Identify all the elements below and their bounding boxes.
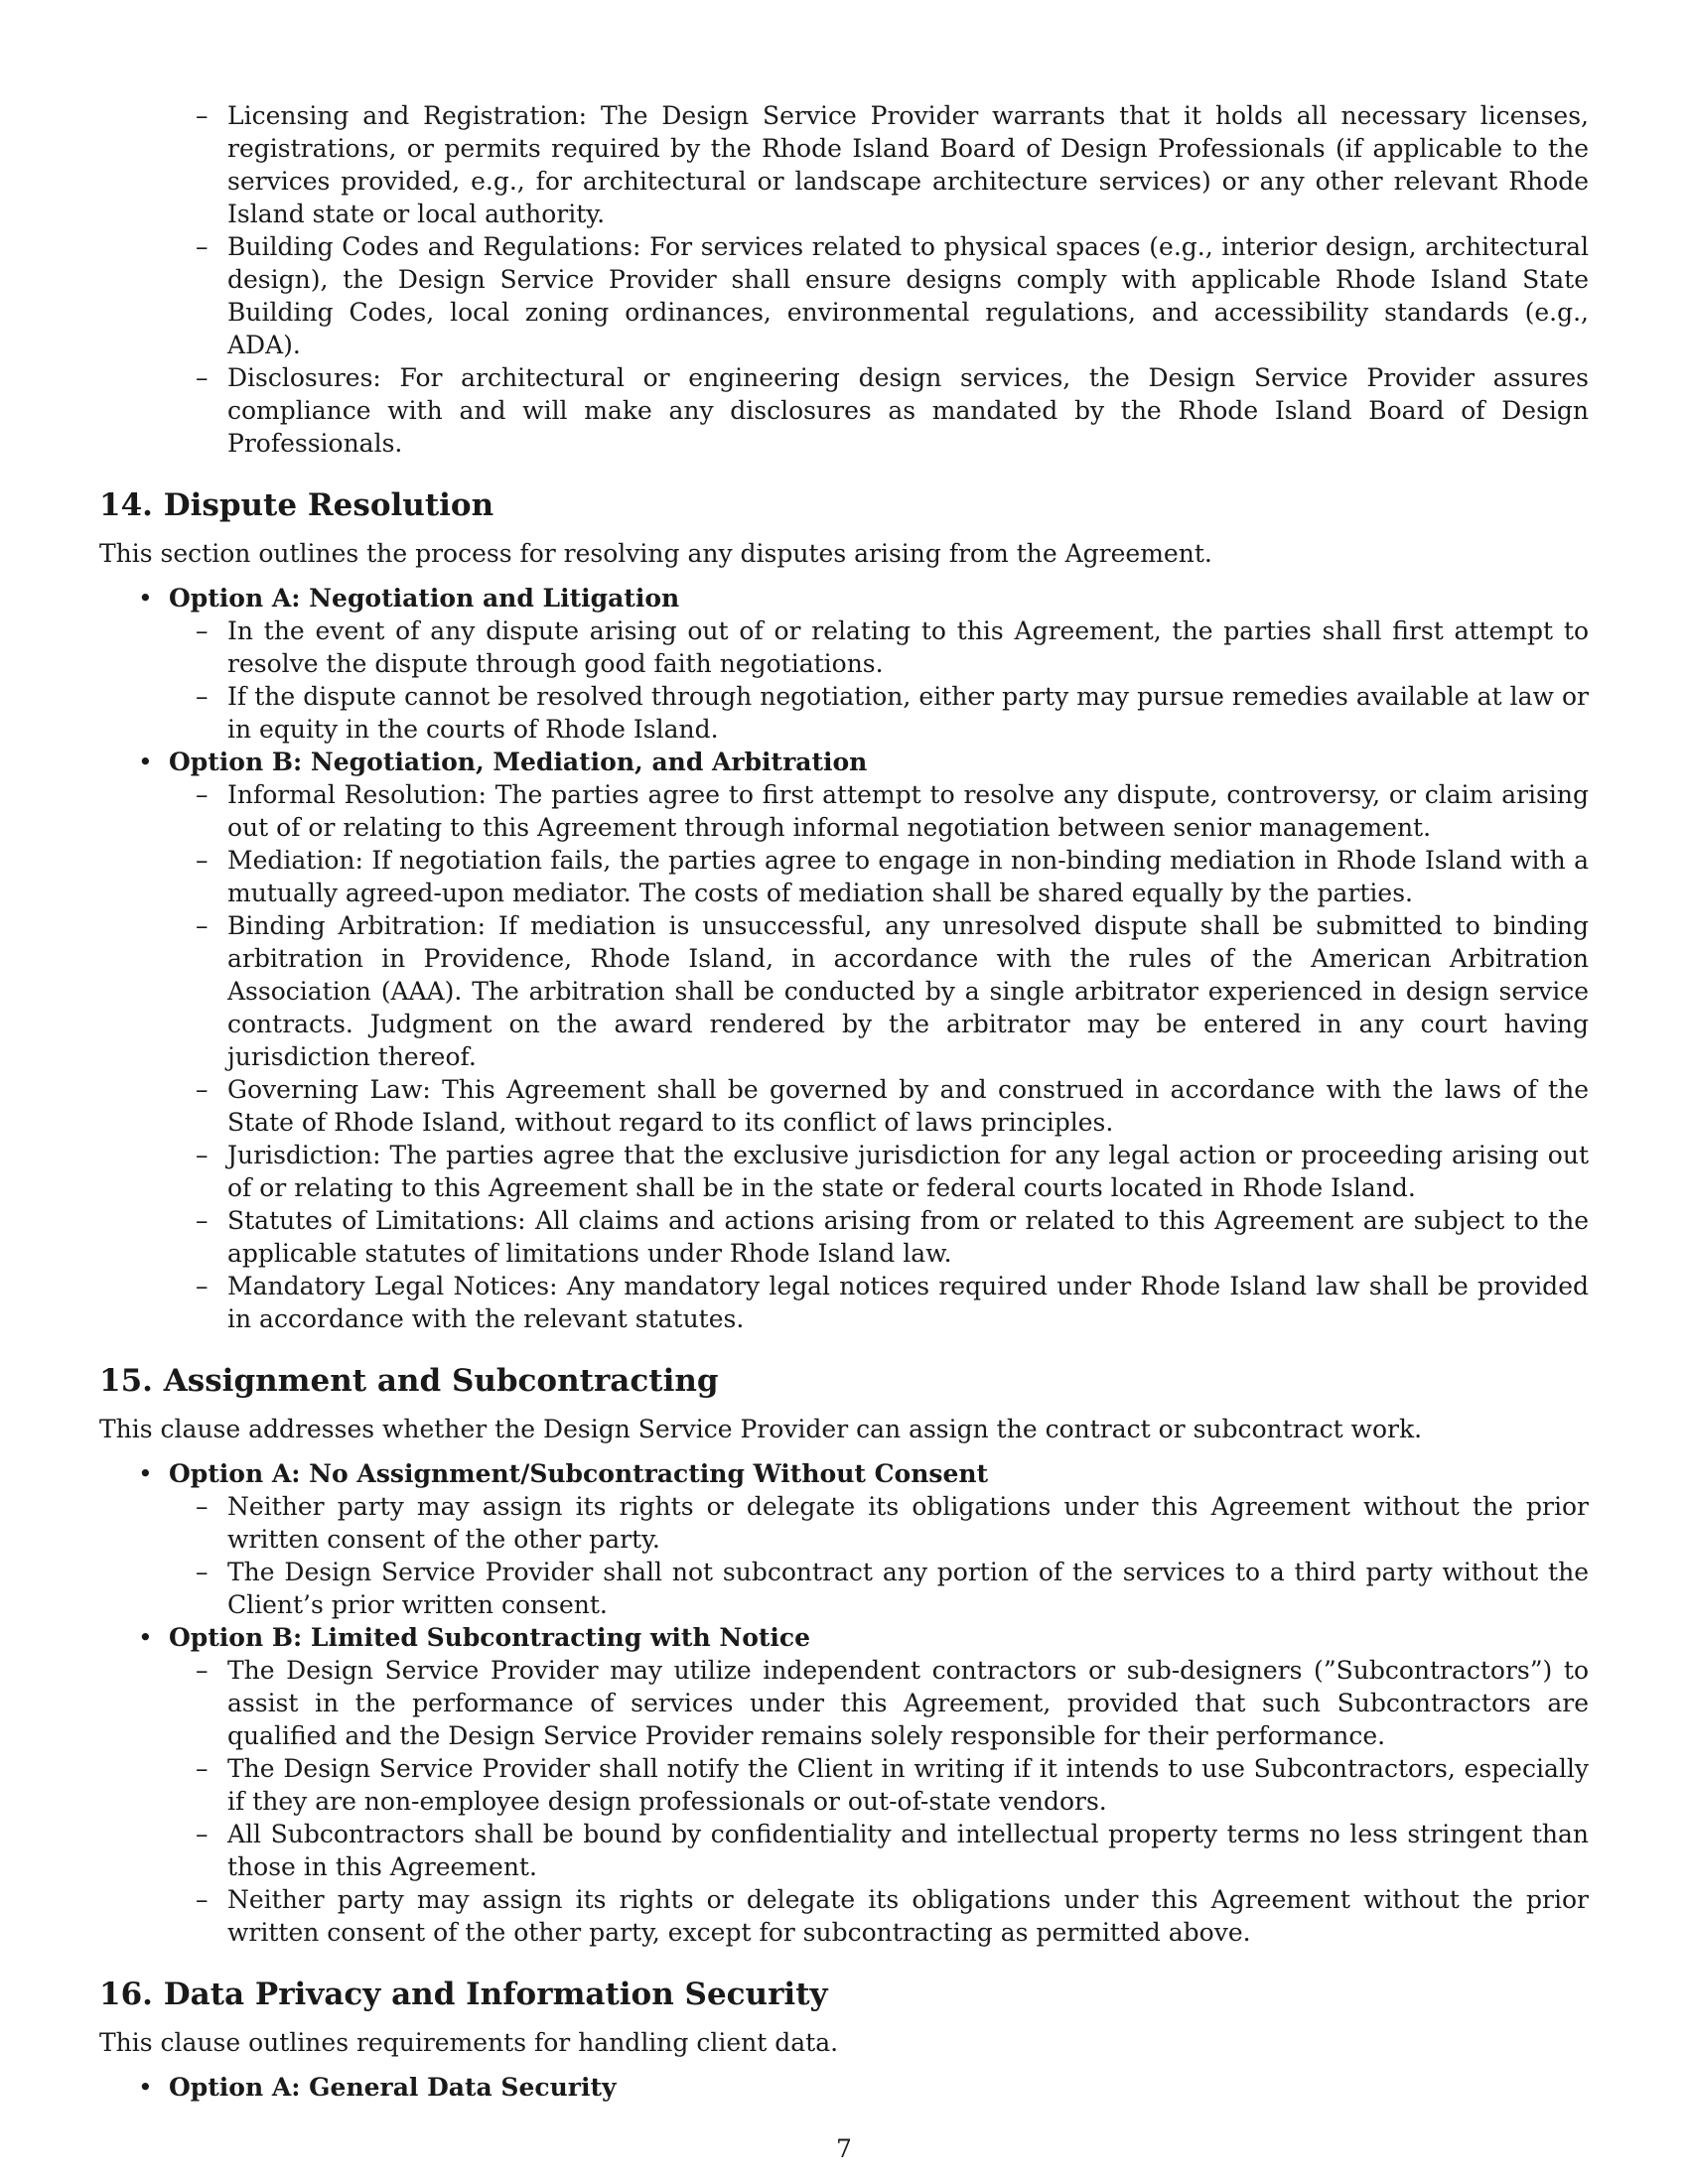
sub-list-item: [99, 230, 1589, 361]
option-label: Option A: Negotiation and Litigation: [169, 584, 680, 613]
bullet-marker: •: [138, 2073, 153, 2102]
sub-list-item: [99, 99, 1589, 230]
dash-marker: –: [196, 232, 209, 261]
sub-list-item: [99, 1818, 1589, 1883]
sub-item-text: Neither party may assign its rights or delegate its obligations under this Agreement without the prior written consent of the other party.: [227, 1492, 1589, 1554]
sub-list-item: [99, 614, 1589, 680]
sub-item-text: The Design Service Provider shall notify the Client in writing if it intends to use Subcontractors, especially if they are non-employee design professionals or out-of-state vendors.: [227, 1754, 1589, 1816]
option-sub-list: [99, 1490, 1589, 1621]
sub-item-text: In the event of any dispute arising out of or relating to this Agreement, the parties shall first attempt to resolve the dispute through good faith negotiations.: [227, 616, 1589, 678]
option-list: [99, 2071, 1589, 2104]
sub-item-text: Jurisdiction: The parties agree that the exclusive jurisdiction for any legal action or proceeding arising out of or relating to this Agreement shall be in the state or federal courts located in Rhode Island.: [227, 1141, 1589, 1202]
sub-list-item: [99, 1883, 1589, 1949]
section: [99, 485, 1589, 1335]
option-item: [99, 1621, 1589, 1949]
sub-item-text: Mandatory Legal Notices: Any mandatory legal notices required under Rhode Island law shall be provided in accordance with the relevant statutes.: [227, 1272, 1589, 1333]
sub-list-item: [99, 1270, 1589, 1335]
option-heading: [99, 746, 1589, 778]
option-item: [99, 2071, 1589, 2104]
option-label: Option A: No Assignment/Subcontracting Without Consent: [169, 1459, 989, 1488]
option-sub-list: [99, 1654, 1589, 1949]
sub-list-item: [99, 909, 1589, 1073]
sections-container: [99, 485, 1589, 2104]
sub-list-item: [99, 1654, 1589, 1752]
sub-list-item: [99, 1204, 1589, 1270]
sub-list-item: [99, 1073, 1589, 1139]
bullet-marker: •: [138, 748, 153, 776]
sub-item-text: Licensing and Registration: The Design Service Provider warrants that it holds all necessary licenses, registrations, or permits required by the Rhode Island Board of Design Professionals (if applicable to the services provided, e.g., for architectural or landscape architecture services) or any other relevant Rhode Island state or local authority.: [227, 101, 1589, 228]
page-number: 7: [836, 2134, 852, 2163]
sub-item-text: Informal Resolution: The parties agree to first attempt to resolve any dispute, controversy, or claim arising out of or relating to this Agreement through informal negotiation between senior management.: [227, 780, 1589, 842]
dash-marker: –: [196, 1820, 209, 1848]
dash-marker: –: [196, 1754, 209, 1783]
option-item: [99, 582, 1589, 746]
option-label: Option B: Negotiation, Mediation, and Arbitration: [169, 748, 868, 776]
sub-list-item: [99, 778, 1589, 844]
dash-marker: –: [196, 846, 209, 875]
dash-marker: –: [196, 780, 209, 809]
section-title: 14. Dispute Resolution: [99, 487, 494, 523]
option-item: [99, 1457, 1589, 1621]
document-page: [99, 99, 1589, 2102]
option-heading: [99, 2071, 1589, 2104]
sub-item-text: Building Codes and Regulations: For services related to physical spaces (e.g., interior design, architectural design), the Design Service Provider shall ensure designs comply with applicable Rhode Island State Building Codes, local zoning ordinances, environmental regulations, and accessibility standards (e.g., ADA).: [227, 232, 1589, 359]
option-heading: [99, 1457, 1589, 1490]
bullet-marker: •: [138, 1459, 153, 1488]
sub-item-text: Binding Arbitration: If mediation is unsuccessful, any unresolved dispute shall be submitted to binding arbitration in Providence, Rhode Island, in accordance with the rules of the American Arbitration Association (AAA). The arbitration shall be conducted by a single arbitrator experienced in design service contracts. Judgment on the award rendered by the arbitrator may be entered in any court having jurisdiction thereof.: [227, 911, 1589, 1071]
sub-list-item: [99, 1752, 1589, 1818]
sub-list-item: [99, 361, 1589, 460]
option-sub-list: [99, 614, 1589, 746]
sub-item-text: The Design Service Provider shall not subcontract any portion of the services to a third party without the Client’s prior written consent.: [227, 1558, 1589, 1619]
section-title: 16. Data Privacy and Information Security: [99, 1977, 828, 2012]
dash-marker: –: [196, 363, 209, 392]
sub-list-item: [99, 680, 1589, 746]
bullet-marker: •: [138, 1623, 153, 1652]
dash-marker: –: [196, 1885, 209, 1914]
option-list: [99, 582, 1589, 1335]
continued-sub-list: [99, 99, 1589, 460]
dash-marker: –: [196, 682, 209, 711]
dash-marker: –: [196, 911, 209, 940]
option-list: [99, 1457, 1589, 1949]
sub-item-text: The Design Service Provider may utilize independent contractors or sub-designers (”Subcontractors”) to assist in the performance of services under this Agreement, provided that such Subcontractors are qualified and the Design Service Provider remains solely responsible for their performance.: [227, 1656, 1589, 1750]
section-intro: This section outlines the process for resolving any disputes arising from the Agreement.: [99, 539, 1212, 568]
bullet-marker: •: [138, 584, 153, 613]
sub-item-text: Neither party may assign its rights or delegate its obligations under this Agreement without the prior written consent of the other party, except for subcontracting as permitted above.: [227, 1885, 1589, 1947]
option-item: [99, 746, 1589, 1335]
sub-item-text: Mediation: If negotiation fails, the parties agree to engage in non-binding mediation in Rhode Island with a mutually agreed-upon mediator. The costs of mediation shall be shared equally by the parties.: [227, 846, 1589, 907]
sub-list-item: [99, 844, 1589, 909]
section-intro: This clause outlines requirements for handling client data.: [99, 2028, 839, 2057]
dash-marker: –: [196, 1656, 209, 1685]
sub-list-item: [99, 1139, 1589, 1204]
sub-item-text: Disclosures: For architectural or engineering design services, the Design Service Provider assures compliance with and will make any disclosures as mandated by the Rhode Island Board of Design Professionals.: [227, 363, 1589, 458]
section: [99, 1361, 1589, 1949]
dash-marker: –: [196, 1206, 209, 1235]
dash-marker: –: [196, 1141, 209, 1169]
section-intro: This clause addresses whether the Design Service Provider can assign the contract or subcontract work.: [99, 1415, 1423, 1443]
sub-item-text: Statutes of Limitations: All claims and actions arising from or related to this Agreement are subject to the applicable statutes of limitations under Rhode Island law.: [227, 1206, 1589, 1268]
section-title: 15. Assignment and Subcontracting: [99, 1363, 719, 1399]
section: [99, 1975, 1589, 2104]
option-label: Option B: Limited Subcontracting with Notice: [169, 1623, 811, 1652]
option-sub-list: [99, 778, 1589, 1335]
sub-item-text: All Subcontractors shall be bound by confidentiality and intellectual property terms no less stringent than those in this Agreement.: [227, 1820, 1589, 1881]
dash-marker: –: [196, 1492, 209, 1521]
dash-marker: –: [196, 616, 209, 645]
sub-list-item: [99, 1490, 1589, 1556]
sub-list-item: [99, 1556, 1589, 1621]
sub-item-text: Governing Law: This Agreement shall be governed by and construed in accordance with the laws of the State of Rhode Island, without regard to its conflict of laws principles.: [227, 1075, 1589, 1137]
option-heading: [99, 582, 1589, 614]
option-heading: [99, 1621, 1589, 1654]
sub-item-text: If the dispute cannot be resolved through negotiation, either party may pursue remedies available at law or in equity in the courts of Rhode Island.: [227, 682, 1589, 744]
dash-marker: –: [196, 1558, 209, 1586]
option-label: Option A: General Data Security: [169, 2073, 617, 2102]
dash-marker: –: [196, 101, 209, 130]
dash-marker: –: [196, 1272, 209, 1300]
dash-marker: –: [196, 1075, 209, 1104]
